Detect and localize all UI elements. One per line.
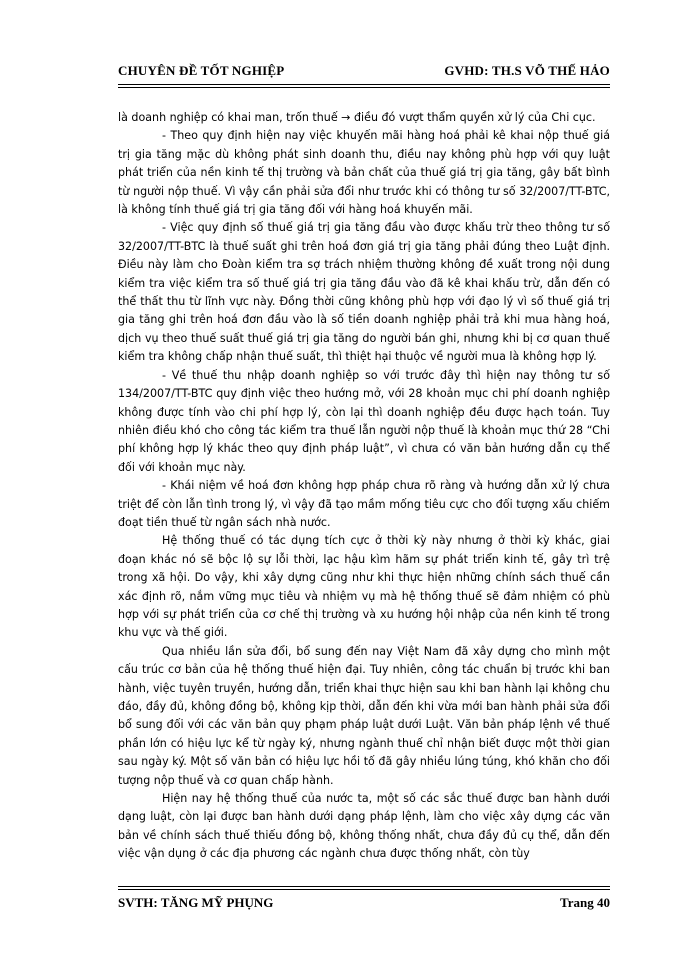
paragraph: Qua nhiều lần sửa đổi, bổ sung đến nay Việt Nam đã xây dựng cho mình một cấu trúc cơ bản của hệ thống thuế hiện đại. Tuy nhiên, công tác chuẩn bị trước khi ban hành, việc tuyên truyền, hướng dẫn, triển khai thực hiện sau khi ban hành lại không chu đáo, đầy đủ, không đồng bộ, không kịp thời, dẫn đến khi vừa mới ban hành phải sửa đổi bổ sung đối với các văn bản quy phạm pháp luật dưới Luật. Văn bản pháp lệnh về thuế phần lớn có hiệu lực kể từ ngày ký, nhưng ngành thuế chỉ nhận biết được một thời gian sau ngày ký. Một số văn bản có hiệu lực hồi tố đã gây nhiều lúng túng, khó khăn cho đối tượng nộp thuế và cơ quan chấp hành. <box>118 644 610 787</box>
paragraph: - Theo quy định hiện nay việc khuyến mãi hàng hoá phải kê khai nộp thuế giá trị gia tăng mặc dù không phát sinh doanh thu, điều nay không phù hợp với quy luật phát triển của nền kinh tế thị trường và bản chất của thuế giá trị gia tăng, gây bất bình từ người nộp thuế. Vì vậy cần phải sửa đổi như trước khi có thông tư số 32/2007/TT-BTC, là không tính thuế giá trị gia tăng đối với hàng hoá khuyến mãi. <box>118 129 610 217</box>
paragraph: là doanh nghiệp có khai man, trốn thuế → điều đó vượt thẩm quyền xử lý của Chi cục. <box>118 111 596 124</box>
header-advisor: GVHD: TH.S VÕ THẾ HẢO <box>444 63 610 78</box>
page-footer <box>118 895 610 911</box>
header-title: CHUYÊN ĐỀ TỐT NGHIỆP <box>118 63 285 78</box>
page-header <box>118 63 610 79</box>
paragraph: Hiện nay hệ thống thuế của nước ta, một số các sắc thuế được ban hành dưới dạng luật, còn lại được ban hành dưới dạng pháp lệnh, làm cho việc xây dựng các văn bản về chính sách thuế thiếu đồng bộ, không thống nhất, chưa đầy đủ cụ thể, dẫn đến việc vận dụng ở các địa phương các ngành chưa được thống nhất, còn tùy <box>118 792 610 861</box>
paragraph: Hệ thống thuế có tác dụng tích cực ở thời kỳ này nhưng ở thời kỳ khác, giai đoạn khác nó sẽ bộc lộ sự lỗi thời, lạc hậu kìm hãm sự phát triển kinh tế, gây trì trệ trong xã hội. Do vậy, khi xây dựng cũng như khi thực hiện những chính sách thuế cần xác định rõ, nắm vững mục tiêu và nhiệm vụ mà hệ thống thuế sẽ đảm nhiệm có phù hợp với sự phát triển của cơ chế thị trường và xu hướng hội nhập của nền kinh tế trong khu vực và thế giới. <box>118 534 610 640</box>
header-rule-upper <box>118 84 610 85</box>
footer-author: SVTH: TĂNG MỸ PHỤNG <box>118 895 274 910</box>
document-body <box>118 109 610 864</box>
footer-rule-upper <box>118 886 610 887</box>
page-number: Trang 40 <box>560 895 610 910</box>
header-rule-lower <box>118 87 610 88</box>
paragraph: - Về thuế thu nhập doanh nghiệp so với trước đây thì hiện nay thông tư số 134/2007/TT-BTC quy định việc theo hướng mở, với 28 khoản mục chi phí doanh nghiệp không được tính vào chi phí hợp lý, còn lại thì doanh nghiệp đều được hạch toán. Tuy nhiên điều khó cho công tác kiểm tra thuế lẫn người nộp thuế là khoản mục thứ 28 “Chi phí không hợp lý khác theo quy định pháp luật”, vì chưa có văn bản hướng dẫn cụ thể đối với khoản mục này. <box>118 368 610 474</box>
paragraph: - Việc quy định số thuế giá trị gia tăng đầu vào được khấu trừ theo thông tư số 32/2007/TT-BTC là thuế suất ghi trên hoá đơn giá trị gia tăng phải đúng theo Luật định. Điều này làm cho Đoàn kiểm tra sợ trách nhiệm thường không đề xuất trong nội dung kiểm tra việc kiểm tra số thuế giá trị gia tăng đầu vào đã kê khai khấu trừ, dẫn đến có thể thất thu từ lĩnh vực này. Đồng thời cũng không phù hợp với đạo lý vì số thuế giá trị gia tăng ghi trên hoá đơn đầu vào là số tiền doanh nghiệp phải trả khi mua hàng hoá, dịch vụ theo thuế suất thuế giá trị gia tăng do người bán ghi, nhưng khi bị cơ quan thuế kiểm tra không chấp nhận thuế suất, thì thiệt hại thuộc về người mua là không hợp lý. <box>118 221 610 364</box>
footer-rule-lower <box>118 889 610 890</box>
paragraph: - Khái niệm về hoá đơn không hợp pháp chưa rõ ràng và hướng dẫn xử lý chưa triệt để còn lẫn tình trong lý, vì vậy đã tạo mầm mống tiêu cực cho đối tượng xấu chiếm đoạt tiền thuế từ ngân sách nhà nước. <box>118 479 610 529</box>
